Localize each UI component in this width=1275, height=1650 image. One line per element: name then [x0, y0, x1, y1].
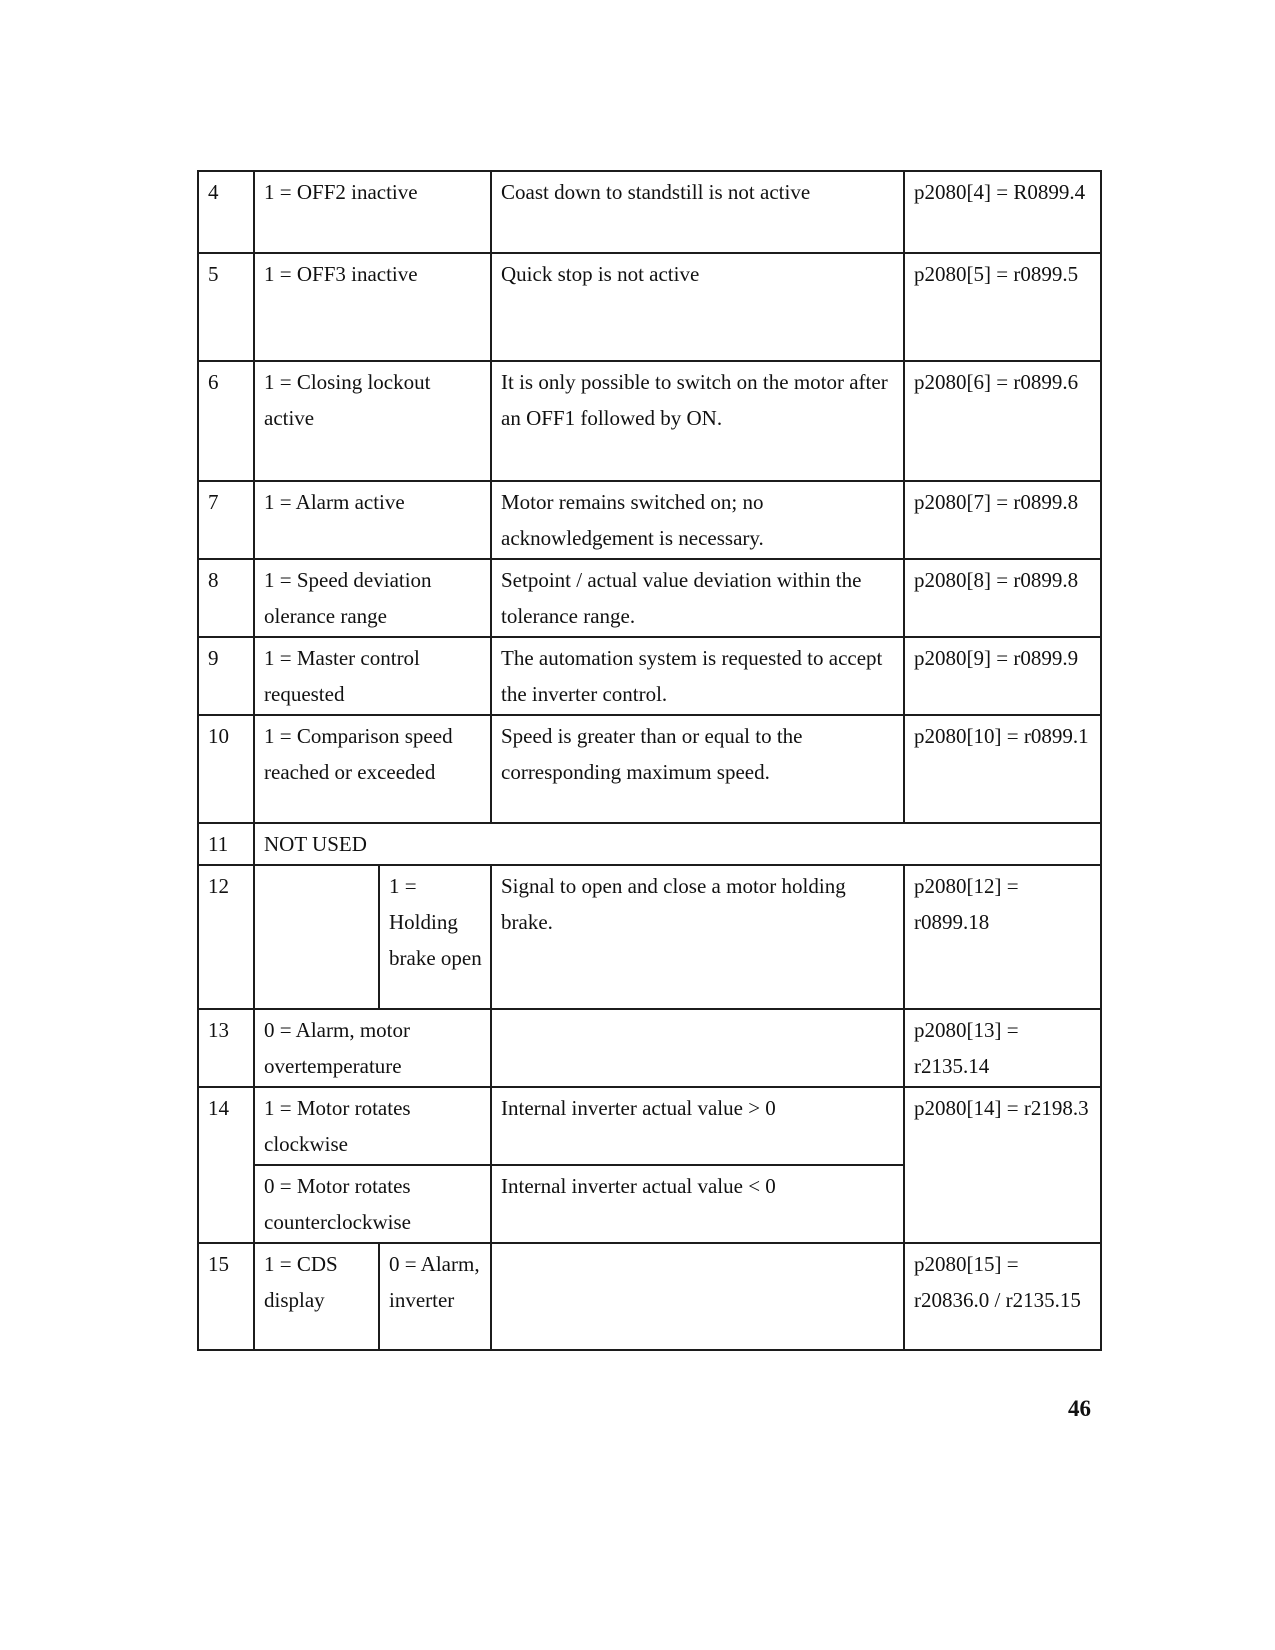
row-9-num: 9 — [198, 637, 254, 715]
row-5-label: 1 = OFF3 inactive — [254, 253, 491, 361]
row-5-param: p2080[5] = r0899.5 — [904, 253, 1101, 361]
row-8-label: 1 = Speed deviation olerance range — [254, 559, 491, 637]
row-4-num: 4 — [198, 171, 254, 253]
table-row-4 — [198, 171, 1101, 253]
row-9-desc: The automation system is requested to accept the inverter control. — [491, 637, 904, 715]
row-15-param: p2080[15] = r20836.0 / r2135.15 — [904, 1243, 1101, 1350]
table-row-13 — [198, 1009, 1101, 1087]
row-15-num: 15 — [198, 1243, 254, 1350]
row-14-desc2: Internal inverter actual value < 0 — [491, 1165, 904, 1243]
table-row-12 — [198, 865, 1101, 1009]
row-11-num: 11 — [198, 823, 254, 865]
row-13-label: 0 = Alarm, motor overtemperature — [254, 1009, 491, 1087]
page-number: 46 — [1068, 1396, 1091, 1421]
row-10-param: p2080[10] = r0899.1 — [904, 715, 1101, 823]
row-15-label: 1 = CDS display — [254, 1243, 379, 1350]
row-11-label: NOT USED — [254, 823, 1101, 865]
row-13-param: p2080[13] = r2135.14 — [904, 1009, 1101, 1087]
table-row-9 — [198, 637, 1101, 715]
row-10-desc: Speed is greater than or equal to the corresponding maximum speed. — [491, 715, 904, 823]
row-7-desc: Motor remains switched on; no acknowledgement is necessary. — [491, 481, 904, 559]
table-row-11 — [198, 823, 1101, 865]
table-row-15 — [198, 1243, 1101, 1350]
row-12-empty-cell — [254, 865, 379, 1009]
row-7-num: 7 — [198, 481, 254, 559]
row-6-label: 1 = Closing lockout active — [254, 361, 491, 481]
row-5-num: 5 — [198, 253, 254, 361]
table-wrap — [197, 170, 1102, 1351]
row-8-num: 8 — [198, 559, 254, 637]
row-10-label: 1 = Comparison speed reached or exceeded — [254, 715, 491, 823]
table-row-10 — [198, 715, 1101, 823]
status-bits-table — [197, 170, 1102, 1351]
row-13-desc — [491, 1009, 904, 1087]
row-4-label: 1 = OFF2 inactive — [254, 171, 491, 253]
row-14-num: 14 — [198, 1087, 254, 1243]
row-15-sub-label: 0 = Alarm, inverter — [379, 1243, 491, 1350]
table-row-14a — [198, 1087, 1101, 1165]
row-12-param: p2080[12] = r0899.18 — [904, 865, 1101, 1009]
table-row-6 — [198, 361, 1101, 481]
row-12-sub-label: 1 = Holding brake open — [379, 865, 491, 1009]
row-6-num: 6 — [198, 361, 254, 481]
row-14-desc: Internal inverter actual value > 0 — [491, 1087, 904, 1165]
row-10-num: 10 — [198, 715, 254, 823]
row-14-param: p2080[14] = r2198.3 — [904, 1087, 1101, 1243]
row-7-label: 1 = Alarm active — [254, 481, 491, 559]
row-5-desc: Quick stop is not active — [491, 253, 904, 361]
row-15-desc — [491, 1243, 904, 1350]
row-9-param: p2080[9] = r0899.9 — [904, 637, 1101, 715]
row-8-desc: Setpoint / actual value deviation within the tolerance range. — [491, 559, 904, 637]
row-14-label2: 0 = Motor rotates counterclockwise — [254, 1165, 491, 1243]
row-6-param: p2080[6] = r0899.6 — [904, 361, 1101, 481]
row-7-param: p2080[7] = r0899.8 — [904, 481, 1101, 559]
row-12-num: 12 — [198, 865, 254, 1009]
row-8-param: p2080[8] = r0899.8 — [904, 559, 1101, 637]
row-4-desc: Coast down to standstill is not active — [491, 171, 904, 253]
row-6-desc: It is only possible to switch on the motor after an OFF1 followed by ON. — [491, 361, 904, 481]
row-12-desc: Signal to open and close a motor holding brake. — [491, 865, 904, 1009]
row-13-num: 13 — [198, 1009, 254, 1087]
row-4-param: p2080[4] = R0899.4 — [904, 171, 1101, 253]
table-row-8 — [198, 559, 1101, 637]
table-row-7 — [198, 481, 1101, 559]
row-9-label: 1 = Master control requested — [254, 637, 491, 715]
row-14-label: 1 = Motor rotates clockwise — [254, 1087, 491, 1165]
table-row-5 — [198, 253, 1101, 361]
